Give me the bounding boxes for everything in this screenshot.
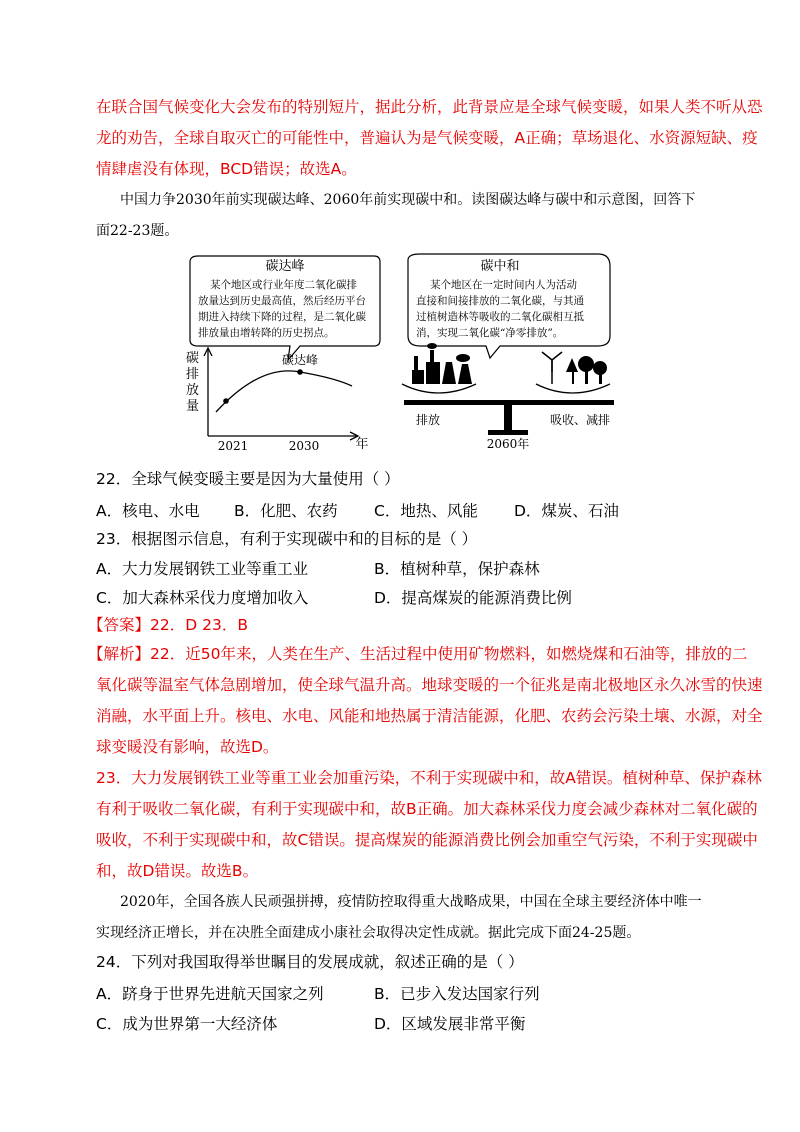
point-2021: [223, 398, 229, 404]
q23-option-b: B．植树种草，保护森林: [374, 560, 540, 578]
explanation-line: 情肆虐没有体现，BCD错误；故选A。: [96, 160, 357, 178]
question-23-stem: 23．根据图示信息，有利于实现碳中和的目标的是（ ）: [96, 530, 478, 548]
answer-text: 22．D 23．B: [150, 616, 248, 634]
q23-option-a: A．大力发展钢铁工业等重工业: [96, 560, 309, 578]
analysis-line: 氧化碳等温室气体急剧增加，使全球气温升高。地球变暖的一个征兆是南北极地区永久冰雪的快速: [96, 676, 763, 694]
analysis-text: 22．近50年来，人类在生产、生活过程中使用矿物燃料，如燃烧煤和石油等，排放的二: [150, 645, 748, 663]
carbon-peak-neutral-figure: [180, 252, 720, 452]
q24-option-d: D．区域发展非常平衡: [374, 1015, 526, 1033]
y-axis-label: 碳: [186, 351, 200, 366]
question-22-stem: 22．全球气候变暖主要是因为大量使用（ ）: [96, 470, 400, 488]
q22-option-a: A．核电、水电: [96, 502, 200, 520]
q24-option-a: A．跻身于世界先进航天国家之列: [96, 985, 324, 1003]
answer-line: [88, 615, 708, 635]
q22-option-d: D．煤炭、石油: [514, 502, 619, 520]
peak-box-text: 期进入持续下降的过程，是二氧化碳: [198, 311, 366, 323]
q22-option-c: C．地热、风能: [374, 502, 478, 520]
neutral-box-text: 消，实现二氧化碳“净零排放”。: [416, 327, 564, 339]
q22-option-b: B．化肥、农药: [234, 502, 338, 520]
scale-year: 2060年: [486, 437, 530, 451]
curve-label: 碳达峰: [281, 353, 319, 367]
q24-option-c: C．成为世界第一大经济体: [96, 1015, 278, 1033]
point-2030: [297, 369, 303, 375]
analysis-line: 有利于吸收二氧化碳，有利于实现碳中和，故B正确。加大森林采伐力度会减少森林对二氧化碳的: [96, 800, 758, 818]
emission-curve: [216, 371, 352, 412]
x-tick-2021: 2021: [217, 439, 249, 452]
peak-box-text: 排放量由增转降的历史拐点。: [198, 327, 335, 339]
explanation-line: 在联合国气候变化大会发布的特别短片，据此分析，此背景应是全球气候变暖，如果人类不听从恐: [96, 98, 763, 116]
answer-tag: 【答案】: [88, 616, 151, 634]
analysis-line: 吸收，不利于实现碳中和，故C错误。提高煤炭的能源消费比例会加重空气污染，不利于实现碳中: [96, 831, 758, 849]
q23-option-d: D．提高煤炭的能源消费比例: [374, 589, 572, 607]
analysis-line: [88, 644, 748, 664]
y-axis-label: 放: [186, 383, 200, 398]
question-stem: 实现经济正增长，并在决胜全面建成小康社会取得决定性成就。据此完成下面24-25题。: [96, 925, 641, 941]
peak-box-text: 某个地区或行业年度二氧化碳排: [210, 279, 357, 291]
analysis-line: 和，故D错误。故选B。: [96, 862, 259, 880]
x-tick-2030: 2030: [288, 439, 320, 452]
analysis-tag: 【解析】: [88, 645, 151, 663]
x-axis-unit: 年: [355, 437, 369, 452]
y-axis-label: 排: [186, 367, 200, 382]
neutral-box-title: 碳中和: [480, 259, 520, 274]
scale-left-label: 排放: [415, 413, 441, 427]
question-24-stem: 24．下列对我国取得举世瞩目的发展成就，叙述正确的是（ ）: [96, 953, 524, 971]
q24-option-b: B．已步入发达国家行列: [374, 985, 540, 1003]
q23-option-c: C．加大森林采伐力度增加收入: [96, 589, 309, 607]
analysis-line: 球变暖没有影响，故选D。: [96, 738, 279, 756]
analysis-line: 23．大力发展钢铁工业等重工业会加重污染，不利于实现碳中和，故A错误。植树种草、保护森林: [96, 769, 762, 787]
neutral-box-text: 过植树造林等吸收的二氧化碳相互抵: [416, 311, 584, 323]
question-stem: 中国力争2030年前实现碳达峰、2060年前实现碳中和。读图碳达峰与碳中和示意图，回答下: [120, 192, 696, 208]
scale-right-label: 吸收、减排: [549, 413, 611, 427]
question-stem: 面22-23题。: [96, 223, 179, 239]
peak-box-title: 碳达峰: [265, 259, 305, 274]
neutral-box-text: 直接和间接排放的二氧化碳，与其通: [416, 295, 584, 307]
explanation-line: 龙的劝告，全球自取灭亡的可能性中，普遍认为是气候变暖，A正确；草场退化、水资源短缺、疫: [96, 129, 758, 147]
question-stem: 2020年，全国各族人民顽强拼搏，疫情防控取得重大战略成果，中国在全球主要经济体中唯一: [120, 894, 702, 910]
y-axis-label: 量: [186, 399, 200, 414]
analysis-line: 消融，水平面上升。核电、水电、风能和地热属于清洁能源，化肥、农药会污染土壤、水源，对全: [96, 707, 763, 725]
neutral-box-text: 某个地区在一定时间内人为活动: [430, 279, 577, 291]
peak-box-text: 放量达到历史最高值，然后经历平台: [198, 295, 366, 307]
